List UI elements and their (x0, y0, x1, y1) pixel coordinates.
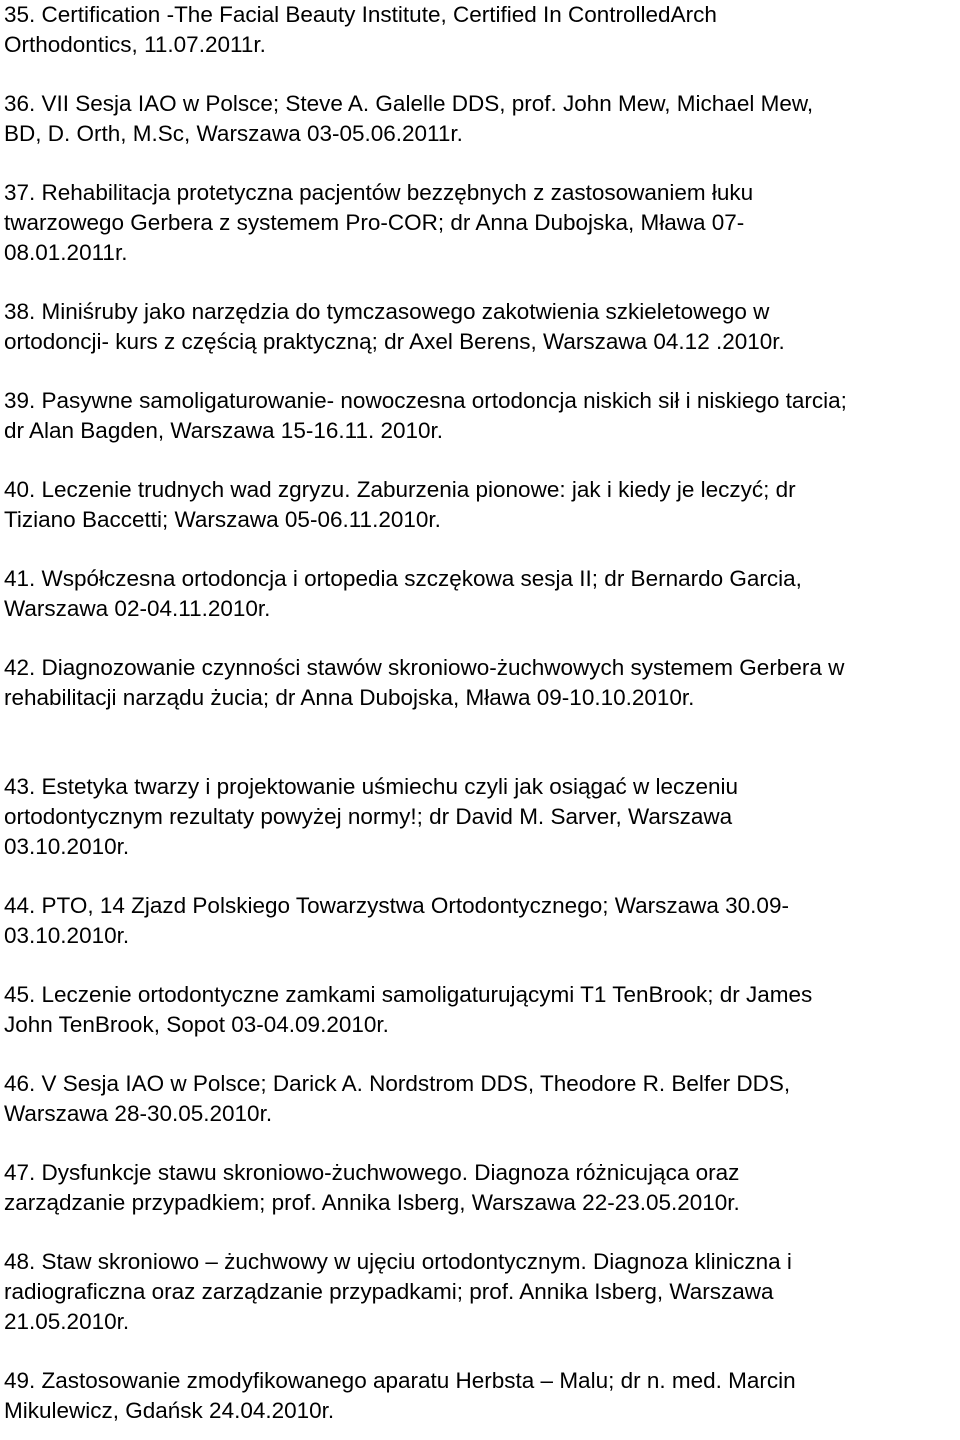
list-item-42: 42. Diagnozowanie czynności stawów skroniowo-żuchwowych systemem Gerbera w rehabilitacji narządu żucia; dr Anna Dubojska, Mława 09-10.10.2010r. (4, 655, 845, 711)
list-item-45: 45. Leczenie ortodontyczne zamkami samoligaturującymi T1 TenBrook; dr James John TenBrook, Sopot 03-04.09.2010r. (4, 982, 813, 1037)
list-item-37: 37. Rehabilitacja protetyczna pacjentów bezzębnych z zastosowaniem łuku twarzowego Gerbera z systemem Pro-COR; dr Anna Dubojska, Mława 07- 08.01.2011r. (4, 180, 754, 265)
list-item-38: 38. Miniśruby jako narzędzia do tymczasowego zakotwienia szkieletowego w ortodoncji- kurs z częścią praktyczną; dr Axel Berens, Warszawa 04.12 .2010r. (4, 298, 785, 354)
list-item-36: 36. VII Sesja IAO w Polsce; Steve A. Galelle DDS, prof. John Mew, Michael Mew, BD, D. Orth, M.Sc, Warszawa 03-05.06.2011r. (4, 91, 814, 146)
list-item-47: 47. Dysfunkcje stawu skroniowo-żuchwowego. Diagnoza różnicująca oraz zarządzanie przypadkiem; prof. Annika Isberg, Warszawa 22-23.05.2010r. (4, 1160, 740, 1215)
list-item-49: 49. Zastosowanie zmodyfikowanego aparatu Herbsta – Malu; dr n. med. Marcin Mikulewicz, Gdańsk 24.04.2010r. (4, 1368, 796, 1423)
list-item-39: 39. Pasywne samoligaturowanie- nowoczesna ortodoncja niskich sił i niskiego tarcia; dr Alan Bagden, Warszawa 15-16.11. 2010r. (4, 388, 847, 443)
list-item-46: 46. V Sesja IAO w Polsce; Darick A. Nordstrom DDS, Theodore R. Belfer DDS, Warszawa 28-30.05.2010r. (4, 1071, 791, 1126)
list-item-35: 35. Certification -The Facial Beauty Institute, Certified In ControlledArch Orthodontics, 11.07.2011r. (4, 2, 717, 57)
list-item-43: 43. Estetyka twarzy i projektowanie uśmiechu czyli jak osiągać w leczeniu ortodontycznym rezultaty powyżej normy!; dr David M. Sarver, Warszawa 03.10.2010r. (4, 774, 739, 859)
list-item-48: 48. Staw skroniowo – żuchwowy w ujęciu ortodontycznym. Diagnoza kliniczna i radiograficzna oraz zarządzanie przypadkami; prof. Annika Isberg, Warszawa 21.05.2010r. (4, 1249, 792, 1334)
list-item-41: 41. Współczesna ortodoncja i ortopedia szczękowa sesja II; dr Bernardo Garcia, Warszawa 02-04.11.2010r. (4, 566, 802, 621)
list-item-40: 40. Leczenie trudnych wad zgryzu. Zaburzenia pionowe: jak i kiedy je leczyć; dr Tiziano Baccetti; Warszawa 05-06.11.2010r. (4, 477, 796, 532)
list-item-44: 44. PTO, 14 Zjazd Polskiego Towarzystwa Ortodontycznego; Warszawa 30.09- 03.10.2010r. (4, 892, 789, 948)
